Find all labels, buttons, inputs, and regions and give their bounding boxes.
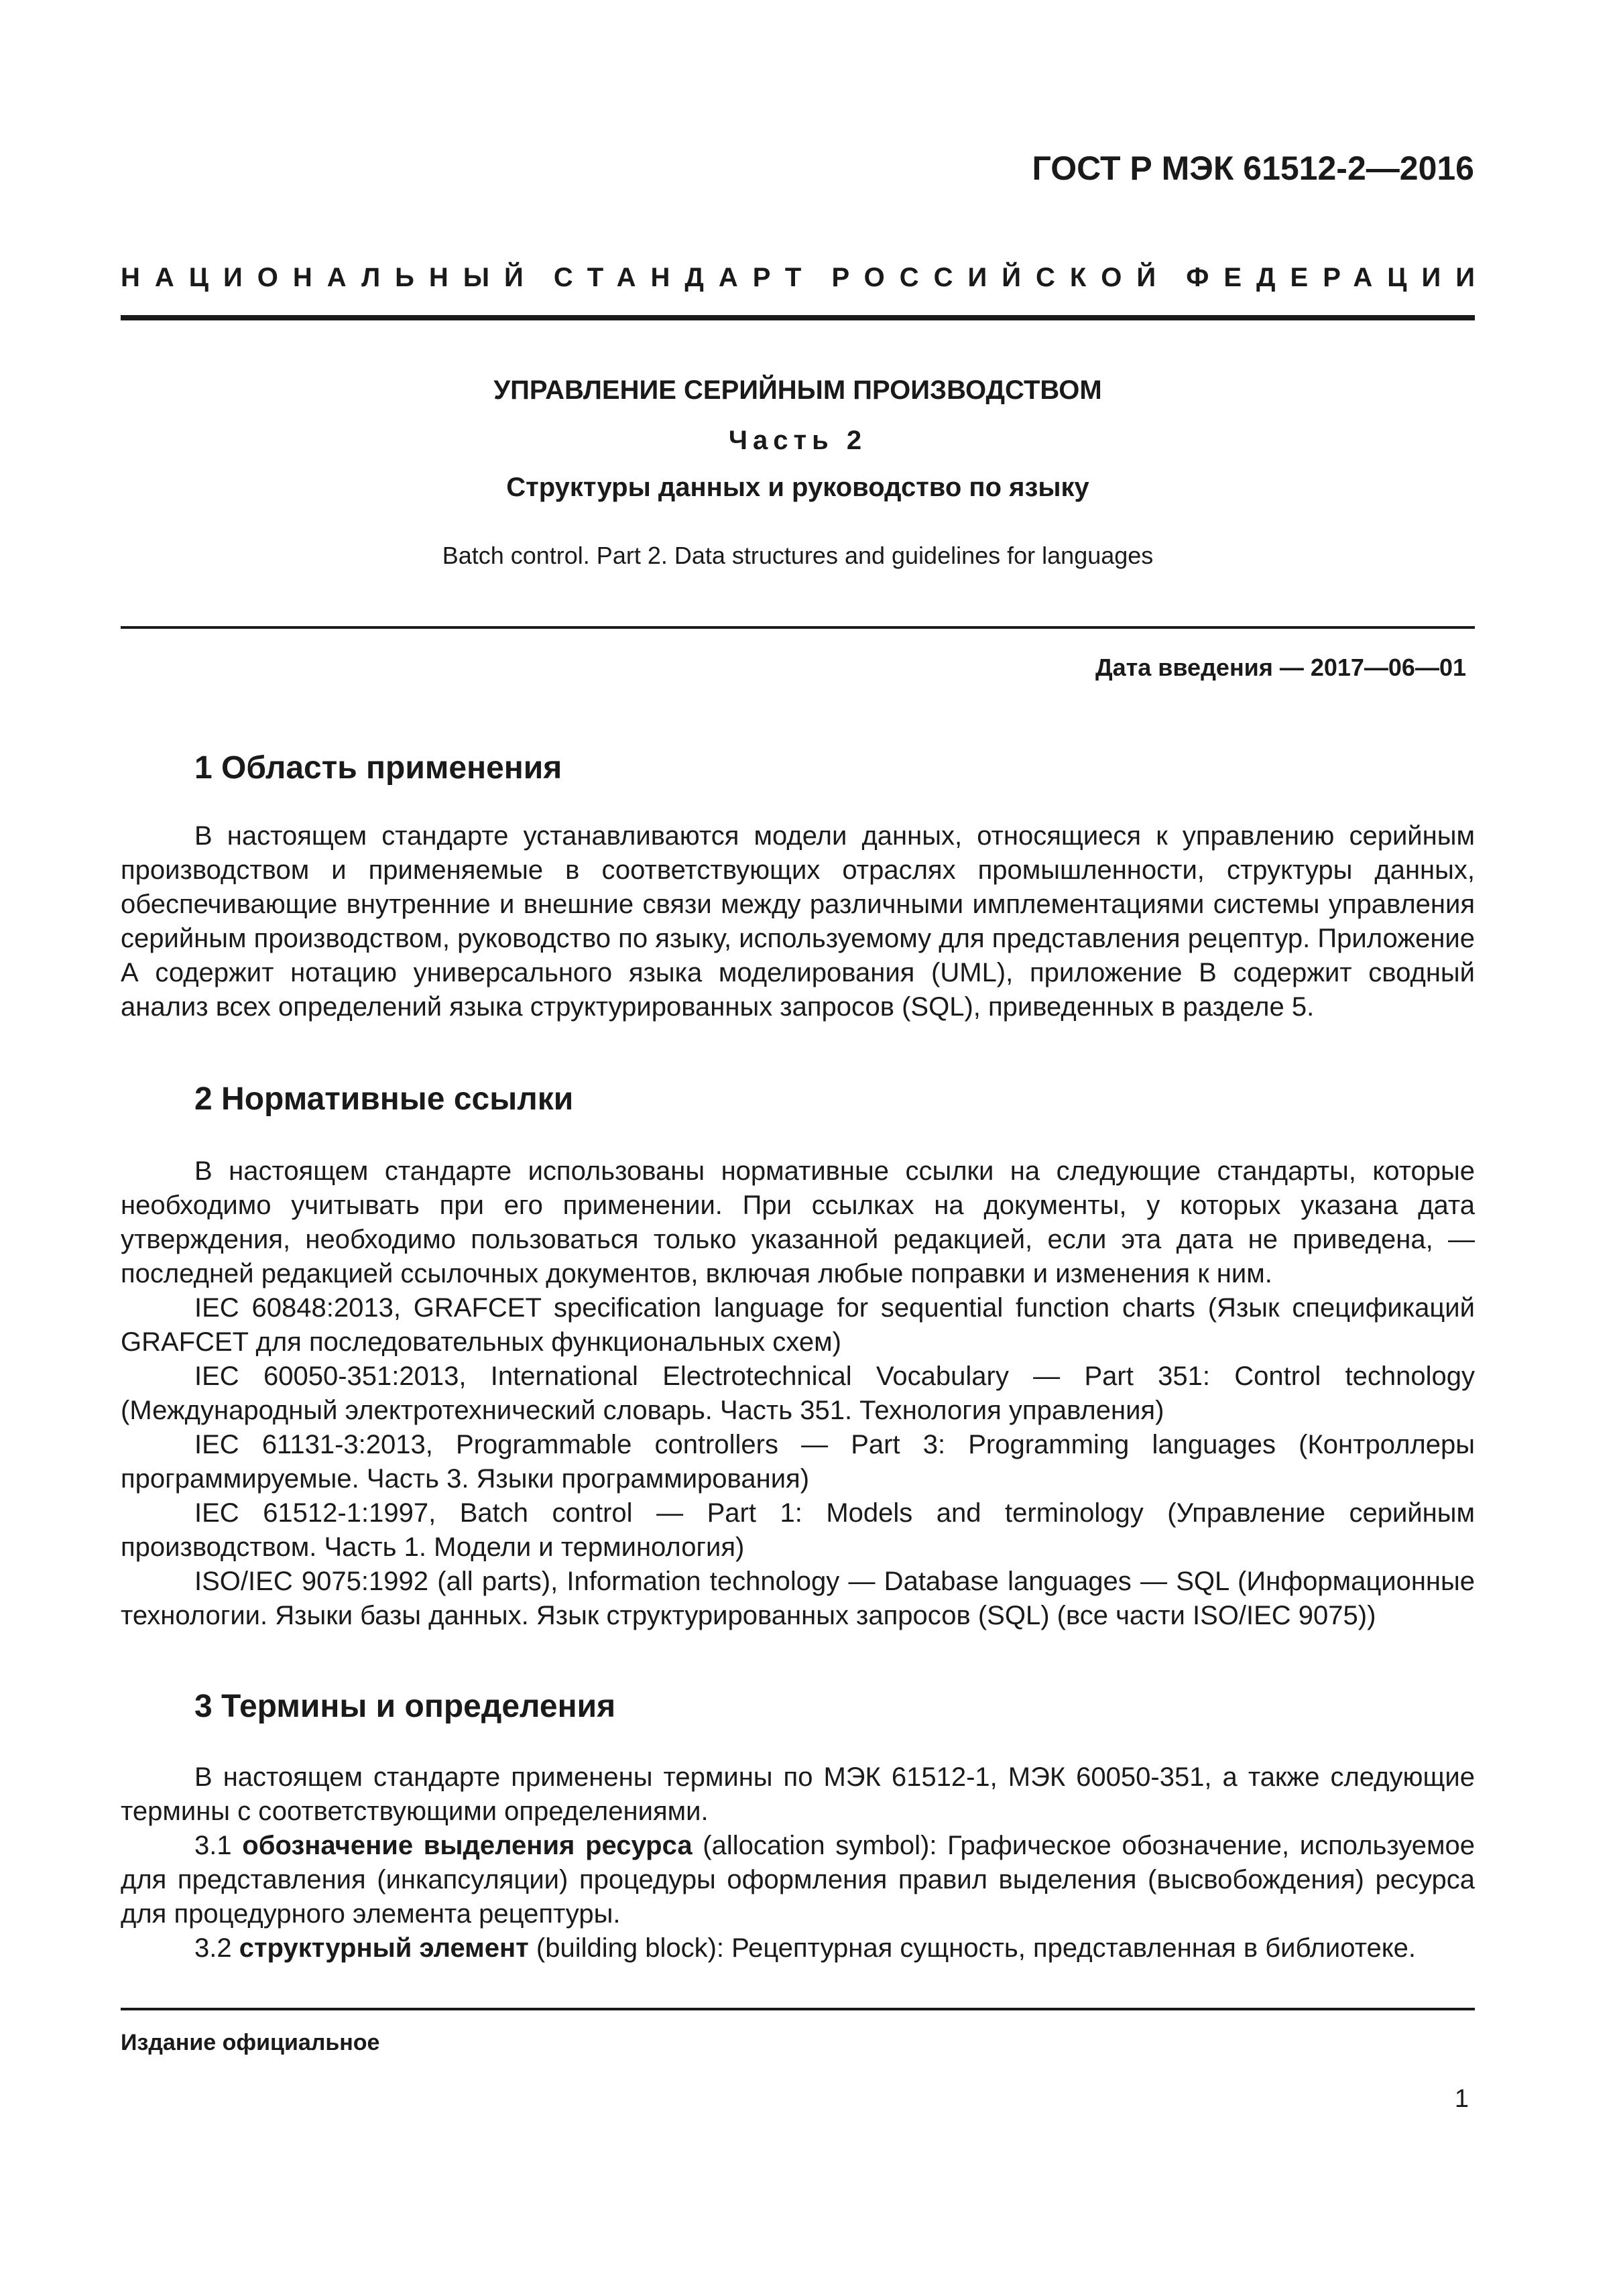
- scope-paragraph: В настоящем стандарте устанавливаются модели данных, относящиеся к управлению серийным производством и применяемые в соответствующих отраслях промышленности, структуры данных, обеспечивающие внутренние и внешние связи между различными имплементациями системы управления серийным производством, руководство по языку, используемому для представления рецептур. Приложение А содержит нотацию универсального языка моделирования (UML), приложение В содержит сводный анализ всех определений языка структурированных запросов (SQL), приведенных в разделе 5.: [121, 821, 1475, 1022]
- document-subtitle: Структуры данных и руководство по языку: [506, 473, 1089, 502]
- english-title: Batch control. Part 2. Data structures and guidelines for languages: [442, 542, 1154, 569]
- banner-word: СТАНДАРТ: [553, 263, 817, 292]
- introduction-date: Дата введения — 2017—06—01: [1095, 654, 1466, 681]
- reference-item: IEC 60848:2013, GRAFCET specification language for sequential function charts (Язык спецификаций GRAFCET для последовательных функциональных схем): [121, 1293, 1475, 1357]
- term-name: обозначение выделения ресурса: [242, 1831, 693, 1860]
- term-definition: [121, 1931, 1475, 1966]
- document-title: УПРАВЛЕНИЕ СЕРИЙНЫМ ПРОИЗВОДСТВОМ: [493, 375, 1102, 405]
- reference-item: IEC 61512-1:1997, Batch control — Part 1: Models and terminology (Управление серийным производством. Часть 1. Модели и терминология): [121, 1498, 1475, 1562]
- national-standard-banner: [121, 263, 1490, 293]
- document-code: ГОСТ Р МЭК 61512-2—2016: [1032, 149, 1474, 187]
- normative-references-block: [121, 1154, 1475, 1633]
- reference-item: ISO/IEC 9075:1992 (all parts), Information technology — Database languages — SQL (Информационные технологии. Языки базы данных. Язык структурированных запросов (SQL) (все части ISO/IEC 9075)): [121, 1567, 1475, 1630]
- term-number: 3.2: [194, 1933, 239, 1963]
- references-intro: В настоящем стандарте использованы нормативные ссылки на следующие стандарты, которые необходимо учитывать при его применении. При ссылках на документы, у которых указана дата утверждения, необходимо пользоваться только указанной редакцией, если эта дата не приведена, — последней редакцией ссылочных документов, включая любые поправки и изменения к ним.: [121, 1156, 1475, 1288]
- footer-divider: [121, 2008, 1475, 2010]
- banner-word: НАЦИОНАЛЬНЫЙ: [121, 263, 538, 292]
- banner-word: РОССИЙСКОЙ: [831, 263, 1171, 292]
- document-part: Часть 2: [728, 426, 867, 455]
- terms-intro: В настоящем стандарте применены термины по МЭК 61512-1, МЭК 60050-351, а также следующие термины с соответствующими определениями.: [121, 1762, 1475, 1826]
- title-divider: [121, 626, 1475, 629]
- section-heading-terms: 3 Термины и определения: [194, 1689, 616, 1724]
- term-number: 3.1: [194, 1831, 243, 1860]
- term-text: (allocation symbol): Графическое обозначение, используемое для представления (инкапсуляции) процедуры оформления правил выделения (высвобождения) ресурса для процедурного элемента рецептуры.: [121, 1831, 1476, 1929]
- term-text: (building block): Рецептурная сущность, представленная в библиотеке.: [528, 1933, 1417, 1963]
- section-heading-normative-references: 2 Нормативные ссылки: [194, 1081, 574, 1117]
- header-divider: [121, 315, 1475, 320]
- terms-block: [121, 1760, 1475, 1966]
- page-number: 1: [1454, 2085, 1469, 2113]
- section-heading-scope: 1 Область применения: [194, 750, 562, 786]
- banner-word: ФЕДЕРАЦИИ: [1186, 263, 1490, 292]
- official-edition-label: Издание официальное: [121, 2030, 380, 2055]
- term-definition: [121, 1829, 1475, 1931]
- term-name: структурный элемент: [239, 1933, 529, 1963]
- reference-item: IEC 61131-3:2013, Programmable controllers — Part 3: Programming languages (Контроллеры программируемые. Часть 3. Языки программирования): [121, 1430, 1475, 1494]
- reference-item: IEC 60050-351:2013, International Electrotechnical Vocabulary — Part 351: Control technology (Международный электротехнический словарь. Часть 351. Технология управления): [121, 1362, 1475, 1425]
